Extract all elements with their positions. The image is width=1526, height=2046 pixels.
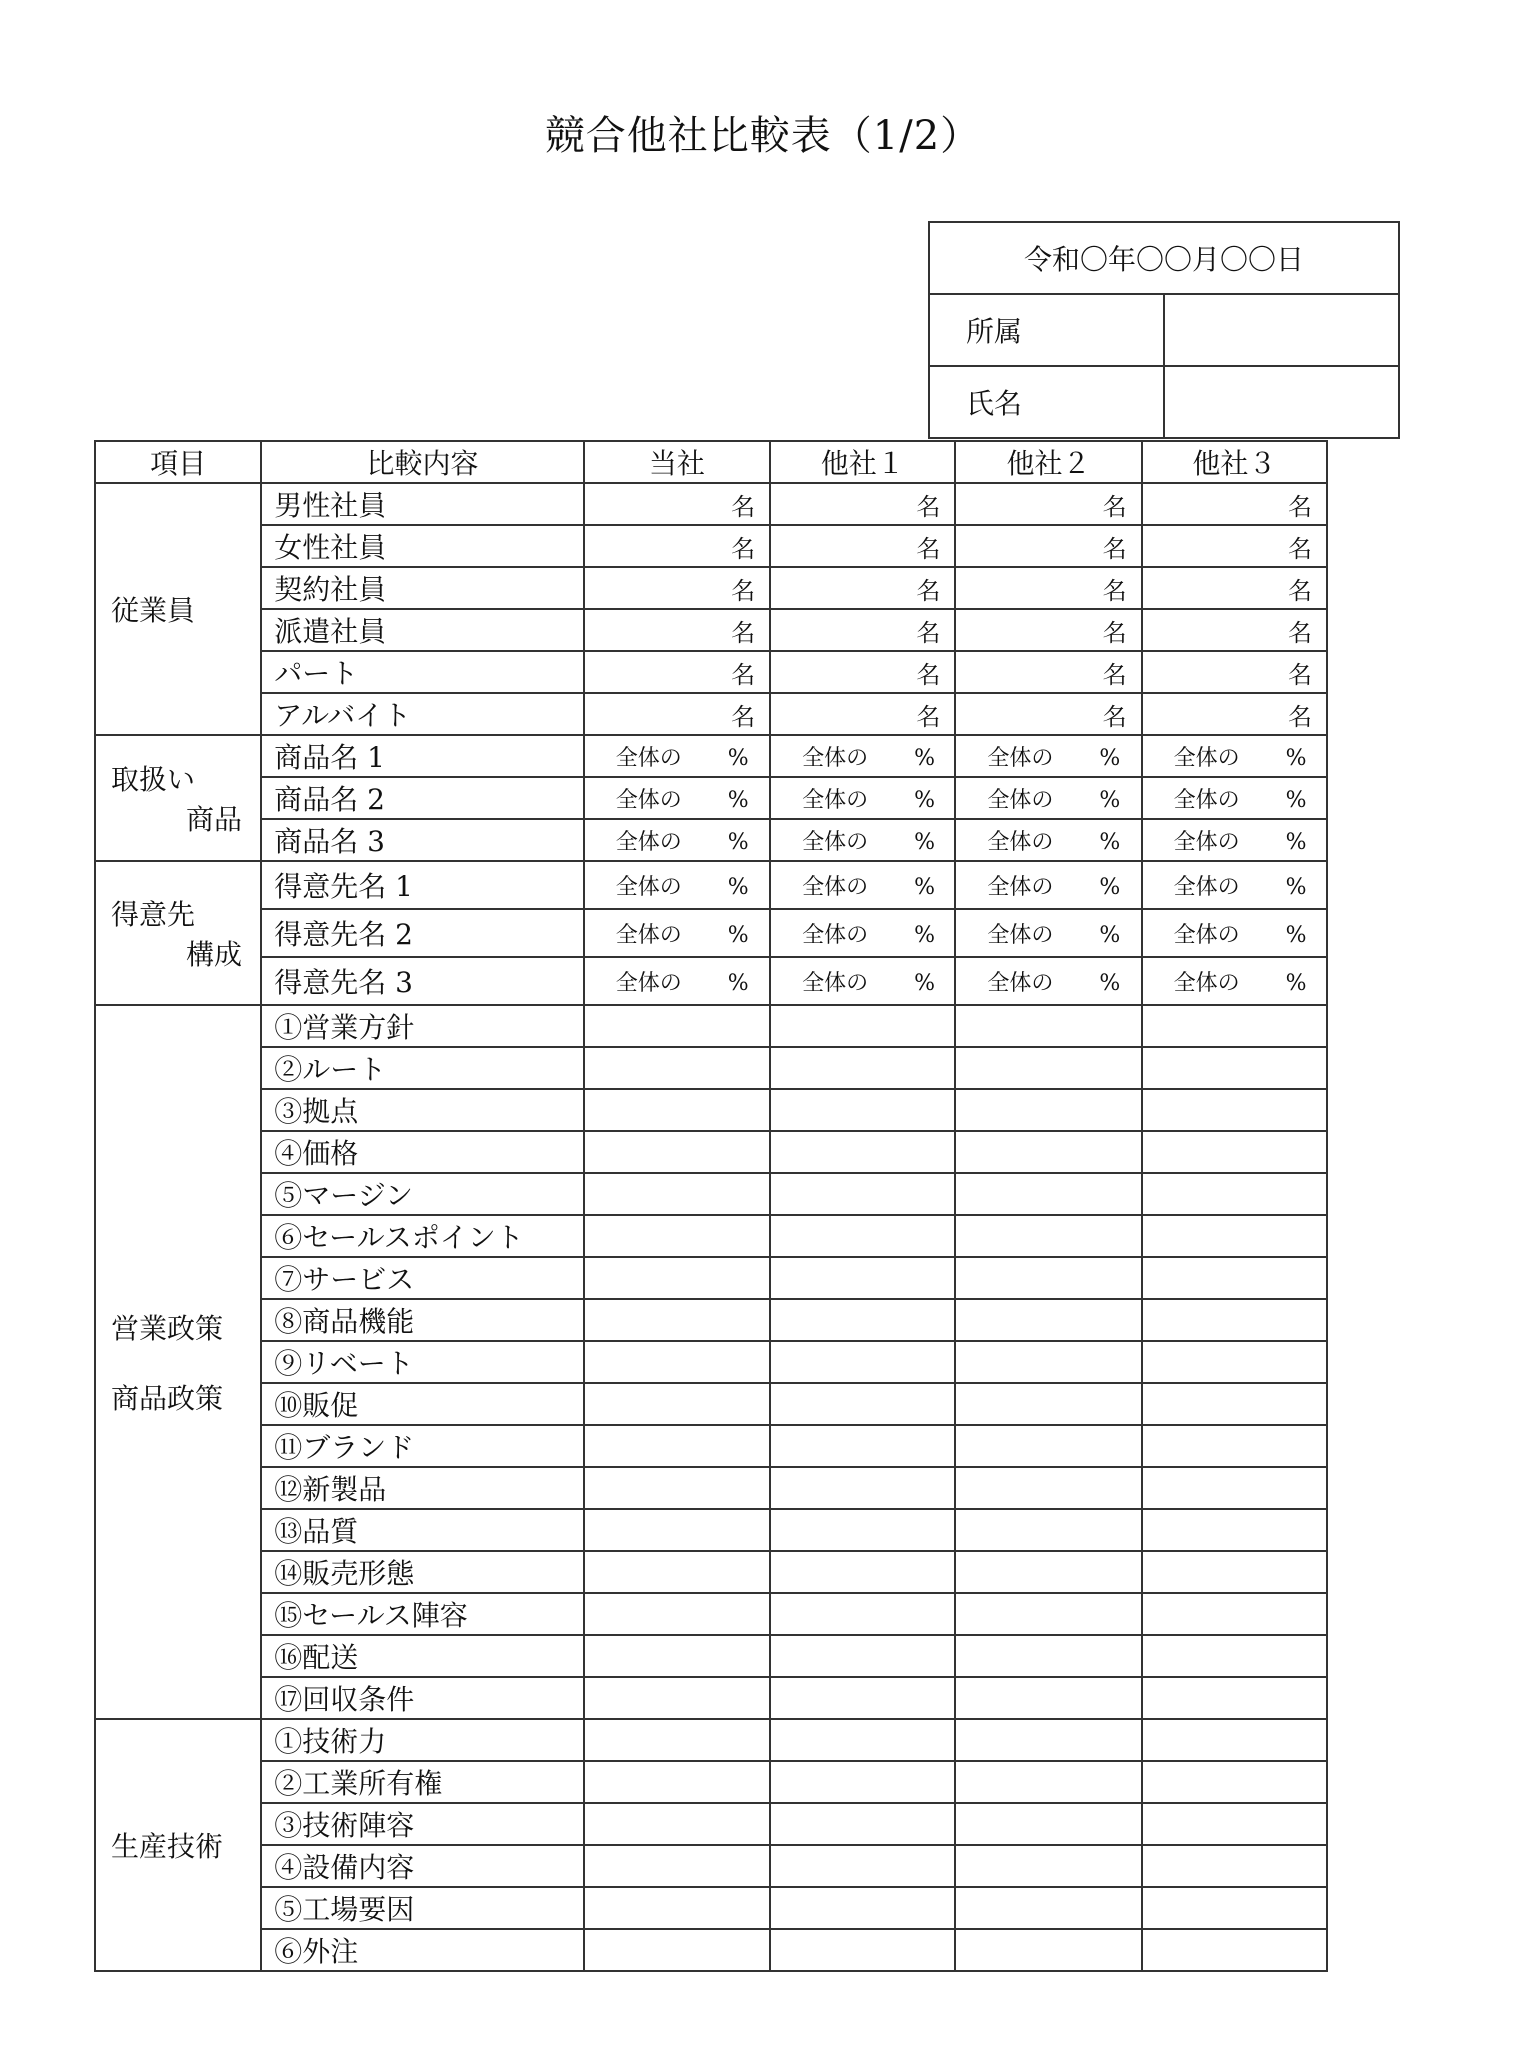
comp1-input-cell[interactable] bbox=[770, 1215, 955, 1257]
share-suffix: % bbox=[914, 787, 935, 813]
comp1-input-cell[interactable] bbox=[770, 1761, 955, 1803]
table-row bbox=[95, 777, 1327, 819]
production-item-label: ③技術陣容 bbox=[261, 1803, 584, 1845]
share-suffix: % bbox=[914, 874, 935, 900]
comp3-count-cell[interactable]: 名 bbox=[1142, 609, 1327, 651]
comp3-input-cell[interactable] bbox=[1142, 1131, 1327, 1173]
comp1-input-cell[interactable] bbox=[770, 1173, 955, 1215]
table-row bbox=[95, 1215, 1327, 1257]
comp3-input-cell[interactable] bbox=[1142, 1761, 1327, 1803]
table-row bbox=[95, 567, 1327, 609]
own-count-cell[interactable]: 名 bbox=[584, 651, 770, 693]
comp3-input-cell[interactable] bbox=[1142, 1635, 1327, 1677]
comp2-count-cell[interactable]: 名 bbox=[955, 483, 1141, 525]
policy-item-label: ⑦サービス bbox=[261, 1257, 584, 1299]
policy-item-label: ⑰回収条件 bbox=[261, 1677, 584, 1719]
own-share-cell[interactable] bbox=[584, 777, 770, 819]
products-label-line2: 商品 bbox=[186, 803, 243, 836]
customers-item-label: 得意先名 2 bbox=[261, 909, 584, 957]
own-input-cell[interactable] bbox=[584, 1845, 770, 1887]
comp2-input-cell[interactable] bbox=[955, 1005, 1141, 1047]
share-suffix: % bbox=[1099, 787, 1121, 813]
comp2-count-cell[interactable]: 名 bbox=[955, 651, 1141, 693]
own-input-cell[interactable] bbox=[584, 1383, 770, 1425]
own-share-cell[interactable] bbox=[584, 909, 770, 957]
share-prefix: 全体の bbox=[615, 970, 682, 996]
share-prefix: 全体の bbox=[987, 787, 1054, 813]
share-prefix: 全体の bbox=[987, 874, 1054, 900]
comp2-input-cell[interactable] bbox=[955, 1677, 1141, 1719]
header-competitor-3: 他社３ bbox=[1142, 441, 1327, 483]
comp2-count-cell[interactable]: 名 bbox=[955, 525, 1141, 567]
comp2-input-cell[interactable] bbox=[955, 1761, 1141, 1803]
production-group-label: 生産技術 bbox=[95, 1719, 261, 1971]
comp1-input-cell[interactable] bbox=[770, 1929, 955, 1971]
own-count-cell[interactable]: 名 bbox=[584, 483, 770, 525]
policy-item-label: ⑭販売形態 bbox=[261, 1551, 584, 1593]
comp2-input-cell[interactable] bbox=[955, 1467, 1141, 1509]
comp2-share-cell[interactable] bbox=[955, 957, 1141, 1005]
header-own-company: 当社 bbox=[584, 441, 770, 483]
share-suffix: % bbox=[1285, 745, 1307, 771]
own-input-cell[interactable] bbox=[584, 1761, 770, 1803]
own-share-cell[interactable] bbox=[584, 735, 770, 777]
table-row bbox=[95, 1383, 1327, 1425]
comp2-share-cell[interactable] bbox=[955, 819, 1141, 861]
products-group-label bbox=[95, 735, 261, 861]
customers-item-label: 得意先名 1 bbox=[261, 861, 584, 909]
share-prefix: 全体の bbox=[987, 922, 1054, 948]
comp2-input-cell[interactable] bbox=[955, 1047, 1141, 1089]
own-input-cell[interactable] bbox=[584, 1005, 770, 1047]
employees-item-label: 契約社員 bbox=[261, 567, 584, 609]
comp1-input-cell[interactable] bbox=[770, 1131, 955, 1173]
name-field[interactable] bbox=[1164, 366, 1399, 438]
share-prefix: 全体の bbox=[987, 745, 1054, 771]
table-row bbox=[95, 957, 1327, 1005]
comp3-share-cell[interactable] bbox=[1142, 735, 1327, 777]
own-input-cell[interactable] bbox=[584, 1635, 770, 1677]
comp2-share-cell[interactable] bbox=[955, 777, 1141, 819]
policy-item-label: ⑥セールスポイント bbox=[261, 1215, 584, 1257]
comp2-count-cell[interactable]: 名 bbox=[955, 693, 1141, 735]
share-prefix: 全体の bbox=[802, 745, 869, 771]
comp1-input-cell[interactable] bbox=[770, 1719, 955, 1761]
comp3-input-cell[interactable] bbox=[1142, 1173, 1327, 1215]
comp3-input-cell[interactable] bbox=[1142, 1803, 1327, 1845]
share-prefix: 全体の bbox=[802, 970, 869, 996]
comp1-count-cell[interactable]: 名 bbox=[770, 651, 955, 693]
own-share-cell[interactable] bbox=[584, 957, 770, 1005]
comp2-input-cell[interactable] bbox=[955, 1509, 1141, 1551]
own-input-cell[interactable] bbox=[584, 1803, 770, 1845]
table-row bbox=[95, 1257, 1327, 1299]
share-prefix: 全体の bbox=[802, 787, 869, 813]
table-row bbox=[95, 909, 1327, 957]
table-row bbox=[95, 861, 1327, 909]
table-row bbox=[95, 1173, 1327, 1215]
comp2-input-cell[interactable] bbox=[955, 1383, 1141, 1425]
header-competitor-1: 他社１ bbox=[770, 441, 955, 483]
employees-item-label: アルバイト bbox=[261, 693, 584, 735]
share-suffix: % bbox=[727, 787, 749, 813]
table-row bbox=[95, 1593, 1327, 1635]
policy-item-label: ④価格 bbox=[261, 1131, 584, 1173]
customers-label-line2: 構成 bbox=[186, 938, 243, 971]
share-suffix: % bbox=[1285, 874, 1307, 900]
table-row bbox=[95, 525, 1327, 567]
share-suffix: % bbox=[914, 829, 935, 855]
share-prefix: 全体の bbox=[615, 787, 682, 813]
comp3-input-cell[interactable] bbox=[1142, 1257, 1327, 1299]
table-row bbox=[95, 609, 1327, 651]
own-input-cell[interactable] bbox=[584, 1215, 770, 1257]
comp1-count-cell[interactable]: 名 bbox=[770, 483, 955, 525]
comp3-input-cell[interactable] bbox=[1142, 1509, 1327, 1551]
table-row bbox=[95, 1299, 1327, 1341]
share-suffix: % bbox=[727, 922, 749, 948]
comp1-share-cell[interactable] bbox=[770, 909, 955, 957]
comp1-input-cell[interactable] bbox=[770, 1509, 955, 1551]
share-suffix: % bbox=[1285, 829, 1307, 855]
comp3-input-cell[interactable] bbox=[1142, 1215, 1327, 1257]
comp2-input-cell[interactable] bbox=[955, 1131, 1141, 1173]
share-suffix: % bbox=[727, 745, 749, 771]
comp1-share-cell[interactable] bbox=[770, 777, 955, 819]
own-input-cell[interactable] bbox=[584, 1887, 770, 1929]
policy-item-label: ⑨リベート bbox=[261, 1341, 584, 1383]
comp2-input-cell[interactable] bbox=[955, 1257, 1141, 1299]
comp1-input-cell[interactable] bbox=[770, 1425, 955, 1467]
products-label-line1: 取扱い bbox=[111, 763, 196, 796]
share-prefix: 全体の bbox=[802, 874, 869, 900]
comp3-input-cell[interactable] bbox=[1142, 1089, 1327, 1131]
date-field[interactable]: 令和〇年〇〇月〇〇日 bbox=[929, 222, 1399, 294]
own-share-cell[interactable] bbox=[584, 861, 770, 909]
comp2-input-cell[interactable] bbox=[955, 1635, 1141, 1677]
customers-label-line1: 得意先 bbox=[111, 898, 196, 931]
table-row bbox=[95, 735, 1327, 777]
comp3-input-cell[interactable] bbox=[1142, 1467, 1327, 1509]
table-row bbox=[95, 483, 1327, 525]
own-input-cell[interactable] bbox=[584, 1257, 770, 1299]
comp2-input-cell[interactable] bbox=[955, 1425, 1141, 1467]
share-suffix: % bbox=[1285, 970, 1307, 996]
table-row bbox=[95, 1845, 1327, 1887]
comp3-share-cell[interactable] bbox=[1142, 861, 1327, 909]
comp1-input-cell[interactable] bbox=[770, 1341, 955, 1383]
header-row bbox=[95, 441, 1327, 483]
own-input-cell[interactable] bbox=[584, 1509, 770, 1551]
page-title: 競合他社比較表（1/2） bbox=[544, 113, 982, 159]
own-count-cell[interactable]: 名 bbox=[584, 693, 770, 735]
comp1-input-cell[interactable] bbox=[770, 1845, 955, 1887]
table-row bbox=[95, 1887, 1327, 1929]
table-row bbox=[95, 1131, 1327, 1173]
products-item-label: 商品名 1 bbox=[261, 735, 584, 777]
affiliation-label: 所属 bbox=[929, 294, 1164, 366]
comp3-input-cell[interactable] bbox=[1142, 1341, 1327, 1383]
table-row bbox=[95, 1719, 1327, 1761]
share-suffix: % bbox=[727, 970, 749, 996]
share-prefix: 全体の bbox=[987, 829, 1054, 855]
own-input-cell[interactable] bbox=[584, 1299, 770, 1341]
comp3-count-cell[interactable]: 名 bbox=[1142, 693, 1327, 735]
comp3-share-cell[interactable] bbox=[1142, 819, 1327, 861]
policy-item-label: ⑩販促 bbox=[261, 1383, 584, 1425]
own-count-cell[interactable]: 名 bbox=[584, 567, 770, 609]
comp2-share-cell[interactable] bbox=[955, 735, 1141, 777]
customers-group-label bbox=[95, 861, 261, 1005]
comp2-share-cell[interactable] bbox=[955, 909, 1141, 957]
share-prefix: 全体の bbox=[1173, 829, 1240, 855]
policy-label-line2: 商品政策 bbox=[111, 1382, 224, 1415]
policy-item-label: ⑫新製品 bbox=[261, 1467, 584, 1509]
table-row bbox=[95, 1467, 1327, 1509]
comp2-share-cell[interactable] bbox=[955, 861, 1141, 909]
share-prefix: 全体の bbox=[987, 970, 1054, 996]
production-item-label: ①技術力 bbox=[261, 1719, 584, 1761]
own-input-cell[interactable] bbox=[584, 1719, 770, 1761]
info-box bbox=[928, 221, 1400, 439]
products-item-label: 商品名 3 bbox=[261, 819, 584, 861]
comp3-input-cell[interactable] bbox=[1142, 1383, 1327, 1425]
comp1-input-cell[interactable] bbox=[770, 1467, 955, 1509]
share-suffix: % bbox=[1285, 922, 1307, 948]
share-suffix: % bbox=[1285, 787, 1307, 813]
comparison-table bbox=[94, 440, 1328, 1972]
comp2-input-cell[interactable] bbox=[955, 1887, 1141, 1929]
comp3-input-cell[interactable] bbox=[1142, 1719, 1327, 1761]
table-row bbox=[95, 651, 1327, 693]
comp1-count-cell[interactable]: 名 bbox=[770, 609, 955, 651]
customers-item-label: 得意先名 3 bbox=[261, 957, 584, 1005]
own-input-cell[interactable] bbox=[584, 1551, 770, 1593]
comp1-input-cell[interactable] bbox=[770, 1551, 955, 1593]
comp2-input-cell[interactable] bbox=[955, 1551, 1141, 1593]
employees-item-label: 女性社員 bbox=[261, 525, 584, 567]
share-suffix: % bbox=[727, 829, 749, 855]
comp1-input-cell[interactable] bbox=[770, 1005, 955, 1047]
table-row bbox=[95, 1803, 1327, 1845]
comp2-input-cell[interactable] bbox=[955, 1845, 1141, 1887]
share-suffix: % bbox=[1099, 922, 1121, 948]
comp3-count-cell[interactable]: 名 bbox=[1142, 525, 1327, 567]
name-label: 氏名 bbox=[929, 366, 1164, 438]
comp2-input-cell[interactable] bbox=[955, 1719, 1141, 1761]
header-item: 項目 bbox=[95, 441, 261, 483]
comp3-share-cell[interactable] bbox=[1142, 957, 1327, 1005]
own-input-cell[interactable] bbox=[584, 1047, 770, 1089]
comp2-input-cell[interactable] bbox=[955, 1089, 1141, 1131]
own-input-cell[interactable] bbox=[584, 1131, 770, 1173]
affiliation-field[interactable] bbox=[1164, 294, 1399, 366]
comp3-input-cell[interactable] bbox=[1142, 1551, 1327, 1593]
comp1-input-cell[interactable] bbox=[770, 1299, 955, 1341]
table-row bbox=[95, 1089, 1327, 1131]
comp3-share-cell[interactable] bbox=[1142, 777, 1327, 819]
employees-item-label: パート bbox=[261, 651, 584, 693]
own-input-cell[interactable] bbox=[584, 1677, 770, 1719]
comp2-input-cell[interactable] bbox=[955, 1173, 1141, 1215]
comp3-count-cell[interactable]: 名 bbox=[1142, 651, 1327, 693]
share-suffix: % bbox=[1099, 874, 1121, 900]
comp1-input-cell[interactable] bbox=[770, 1887, 955, 1929]
policy-item-label: ⑮セールス陣容 bbox=[261, 1593, 584, 1635]
own-count-cell[interactable]: 名 bbox=[584, 609, 770, 651]
share-prefix: 全体の bbox=[1173, 922, 1240, 948]
comp2-input-cell[interactable] bbox=[955, 1803, 1141, 1845]
table-row bbox=[95, 1635, 1327, 1677]
own-input-cell[interactable] bbox=[584, 1593, 770, 1635]
comp2-input-cell[interactable] bbox=[955, 1593, 1141, 1635]
employees-group-label: 従業員 bbox=[95, 483, 261, 735]
own-input-cell[interactable] bbox=[584, 1467, 770, 1509]
policy-label-line1: 営業政策 bbox=[111, 1312, 224, 1345]
share-prefix: 全体の bbox=[1173, 787, 1240, 813]
table-row bbox=[95, 1761, 1327, 1803]
comp1-share-cell[interactable] bbox=[770, 819, 955, 861]
table-row bbox=[95, 1005, 1327, 1047]
employees-item-label: 男性社員 bbox=[261, 483, 584, 525]
share-suffix: % bbox=[914, 745, 935, 771]
table-row bbox=[95, 819, 1327, 861]
own-count-cell[interactable]: 名 bbox=[584, 525, 770, 567]
policy-item-label: ⑧商品機能 bbox=[261, 1299, 584, 1341]
share-suffix: % bbox=[1099, 970, 1121, 996]
own-input-cell[interactable] bbox=[584, 1173, 770, 1215]
employees-item-label: 派遣社員 bbox=[261, 609, 584, 651]
comp1-count-cell[interactable]: 名 bbox=[770, 693, 955, 735]
policy-item-label: ⑬品質 bbox=[261, 1509, 584, 1551]
share-prefix: 全体の bbox=[615, 829, 682, 855]
own-input-cell[interactable] bbox=[584, 1929, 770, 1971]
comp3-input-cell[interactable] bbox=[1142, 1887, 1327, 1929]
comp3-count-cell[interactable]: 名 bbox=[1142, 483, 1327, 525]
share-prefix: 全体の bbox=[1173, 874, 1240, 900]
comp3-count-cell[interactable]: 名 bbox=[1142, 567, 1327, 609]
policy-item-label: ②ルート bbox=[261, 1047, 584, 1089]
comp1-count-cell[interactable]: 名 bbox=[770, 525, 955, 567]
comp3-input-cell[interactable] bbox=[1142, 1593, 1327, 1635]
comp1-count-cell[interactable]: 名 bbox=[770, 567, 955, 609]
comp1-input-cell[interactable] bbox=[770, 1803, 955, 1845]
share-prefix: 全体の bbox=[615, 922, 682, 948]
comp1-input-cell[interactable] bbox=[770, 1047, 955, 1089]
policy-item-label: ⑪ブランド bbox=[261, 1425, 584, 1467]
comp3-input-cell[interactable] bbox=[1142, 1929, 1327, 1971]
own-input-cell[interactable] bbox=[584, 1341, 770, 1383]
comp1-input-cell[interactable] bbox=[770, 1089, 955, 1131]
comp2-input-cell[interactable] bbox=[955, 1215, 1141, 1257]
share-prefix: 全体の bbox=[802, 829, 869, 855]
own-input-cell[interactable] bbox=[584, 1425, 770, 1467]
policy-item-label: ③拠点 bbox=[261, 1089, 584, 1131]
share-prefix: 全体の bbox=[615, 745, 682, 771]
comp3-share-cell[interactable] bbox=[1142, 909, 1327, 957]
share-prefix: 全体の bbox=[615, 874, 682, 900]
table-row bbox=[95, 1509, 1327, 1551]
policy-item-label: ⑯配送 bbox=[261, 1635, 584, 1677]
comp1-input-cell[interactable] bbox=[770, 1257, 955, 1299]
production-item-label: ④設備内容 bbox=[261, 1845, 584, 1887]
table-row bbox=[95, 1551, 1327, 1593]
share-suffix: % bbox=[914, 922, 935, 948]
comp3-input-cell[interactable] bbox=[1142, 1425, 1327, 1467]
table-row bbox=[95, 1677, 1327, 1719]
table-row bbox=[95, 693, 1327, 735]
policy-group-label bbox=[95, 1005, 261, 1719]
comp3-input-cell[interactable] bbox=[1142, 1845, 1327, 1887]
own-input-cell[interactable] bbox=[584, 1089, 770, 1131]
comp1-input-cell[interactable] bbox=[770, 1635, 955, 1677]
production-item-label: ②工業所有権 bbox=[261, 1761, 584, 1803]
table-row bbox=[95, 1425, 1327, 1467]
comp1-share-cell[interactable] bbox=[770, 957, 955, 1005]
comp3-input-cell[interactable] bbox=[1142, 1005, 1327, 1047]
policy-item-label: ⑤マージン bbox=[261, 1173, 584, 1215]
share-suffix: % bbox=[914, 970, 935, 996]
comp1-input-cell[interactable] bbox=[770, 1383, 955, 1425]
own-share-cell[interactable] bbox=[584, 819, 770, 861]
comp1-share-cell[interactable] bbox=[770, 735, 955, 777]
production-item-label: ⑥外注 bbox=[261, 1929, 584, 1971]
share-suffix: % bbox=[727, 874, 749, 900]
share-suffix: % bbox=[1099, 745, 1121, 771]
header-competitor-2: 他社２ bbox=[955, 441, 1141, 483]
share-prefix: 全体の bbox=[802, 922, 869, 948]
comp2-input-cell[interactable] bbox=[955, 1299, 1141, 1341]
comp2-count-cell[interactable]: 名 bbox=[955, 609, 1141, 651]
comp1-input-cell[interactable] bbox=[770, 1677, 955, 1719]
products-item-label: 商品名 2 bbox=[261, 777, 584, 819]
comp3-input-cell[interactable] bbox=[1142, 1047, 1327, 1089]
comp1-input-cell[interactable] bbox=[770, 1593, 955, 1635]
share-prefix: 全体の bbox=[1173, 745, 1240, 771]
comp3-input-cell[interactable] bbox=[1142, 1299, 1327, 1341]
comp2-input-cell[interactable] bbox=[955, 1341, 1141, 1383]
comp3-input-cell[interactable] bbox=[1142, 1677, 1327, 1719]
share-prefix: 全体の bbox=[1173, 970, 1240, 996]
header-content: 比較内容 bbox=[261, 441, 584, 483]
table-row bbox=[95, 1341, 1327, 1383]
share-suffix: % bbox=[1099, 829, 1121, 855]
policy-item-label: ①営業方針 bbox=[261, 1005, 584, 1047]
production-item-label: ⑤工場要因 bbox=[261, 1887, 584, 1929]
table-row bbox=[95, 1047, 1327, 1089]
comp2-count-cell[interactable]: 名 bbox=[955, 567, 1141, 609]
comp2-input-cell[interactable] bbox=[955, 1929, 1141, 1971]
comp1-share-cell[interactable] bbox=[770, 861, 955, 909]
table-row bbox=[95, 1929, 1327, 1971]
